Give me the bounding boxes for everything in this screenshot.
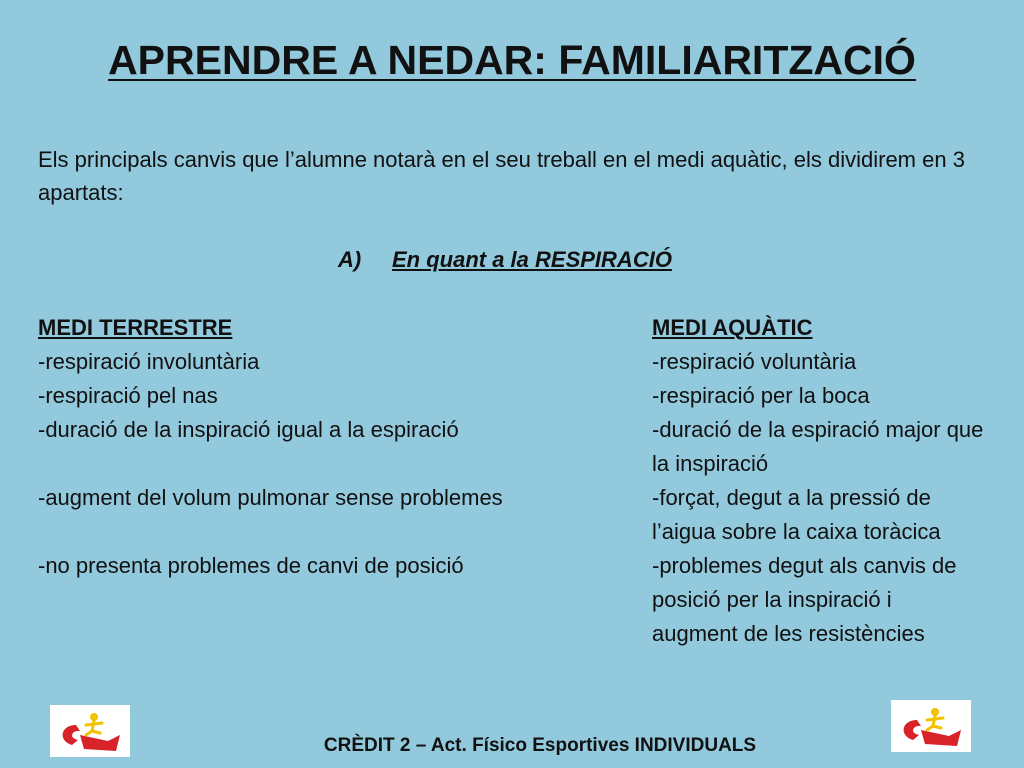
aquatic-item: -respiració per la boca [652,383,870,408]
terrestrial-item: -no presenta problemes de canvi de posició [38,553,464,578]
section-marker: A) [338,247,362,272]
section-heading [338,243,672,276]
aquatic-column [652,311,1012,651]
terrestrial-item: -respiració involuntària [38,349,260,374]
slide-footer: CRÈDIT 2 – Act. Físico Esportives INDIVIDUALS [323,735,757,756]
terrestrial-header: MEDI TERRESTRE [38,315,233,340]
intro-text: Els principals canvis que l’alumne notarà en el seu treball en el medi aquàtic, els dividirem en 3 apartats: [38,147,965,205]
aquatic-item: -forçat, degut a la pressió de l’aigua sobre la caixa toràcica [652,485,941,544]
aquatic-item: -respiració voluntària [652,349,857,374]
section-title: En quant a la RESPIRACIÓ [392,247,672,272]
aquatic-header: MEDI AQUÀTIC [652,315,813,340]
terrestrial-item: -respiració pel nas [38,383,218,408]
terrestrial-item: -duració de la inspiració igual a la espiració [38,417,459,442]
slide-title: APRENDRE A NEDAR: FAMILIARITZACIÓ [108,37,916,83]
aquatic-item: -problemes degut als canvis de posició per la inspiració i augment de les resistències [652,553,957,646]
terrestrial-item: -augment del volum pulmonar sense problemes [38,485,503,510]
terrestrial-column [38,311,638,583]
aquatic-item: -duració de la espiració major que la inspiració [652,417,984,476]
